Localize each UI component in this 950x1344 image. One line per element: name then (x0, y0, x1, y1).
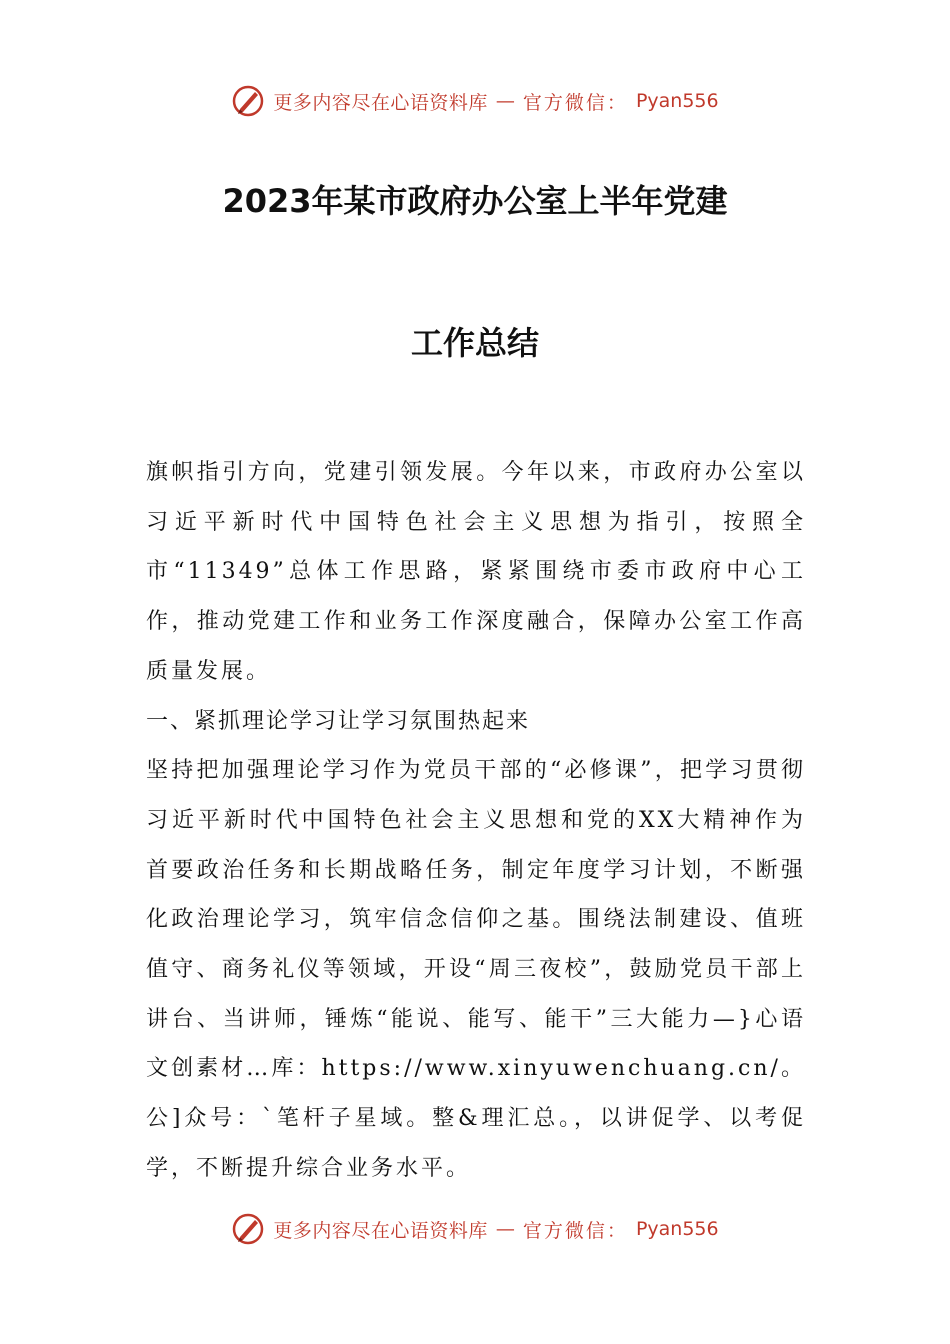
document-body (146, 448, 806, 1194)
watermark-separator: — (495, 90, 515, 112)
pen-logo-icon (231, 84, 265, 118)
watermark-top (0, 84, 950, 118)
watermark-bottom (0, 1212, 950, 1246)
watermark-separator: — (495, 1218, 515, 1240)
watermark-brand: 更多内容尽在心语资料库 (273, 1219, 488, 1242)
watermark-wechat-id: Pyan556 (635, 90, 719, 112)
intro-paragraph: 旗帜指引方向，党建引领发展。今年以来，市政府办公室以习近平新时代中国特色社会主义思想为指引，按照全市“11349”总体工作思路，紧紧围绕市委市政府中心工作，推动党建工作和业务工作深度融合，保障办公室工作高质量发展。 (146, 460, 806, 684)
watermark-brand: 更多内容尽在心语资料库 (273, 91, 488, 114)
section-heading: 一、紧抓理论学习让学习氛围热起来 (146, 708, 531, 734)
pen-logo-icon (231, 1212, 265, 1246)
page-title-line2: 工作总结 (410, 324, 539, 362)
watermark-wechat-id: Pyan556 (635, 1218, 719, 1240)
page-title-line1: 2023年某市政府办公室上半年党建 (222, 182, 728, 220)
section-paragraph: 坚持把加强理论学习作为党员干部的“必修课”，把学习贯彻习近平新时代中国特色社会主义思想和党的XX大精神作为首要政治任务和长期战略任务，制定年度学习计划，不断强化政治理论学习，筑牢信念信仰之基。围绕法制建设、值班值守、商务礼仪等领域，开设“周三夜校”，鼓励党员干部上讲台、当讲师，锤炼“能说、能写、能干”三大能力—}心语文创素材…库：https://www.xinyuwenchuang.cn/。公]众号：`笔杆子星域。整&理汇总。，以讲促学、以考促学，不断提升综合业务水平。 (146, 758, 806, 1181)
watermark-wechat-label: 官方微信： (522, 1219, 628, 1242)
watermark-wechat-label: 官方微信： (522, 91, 628, 114)
